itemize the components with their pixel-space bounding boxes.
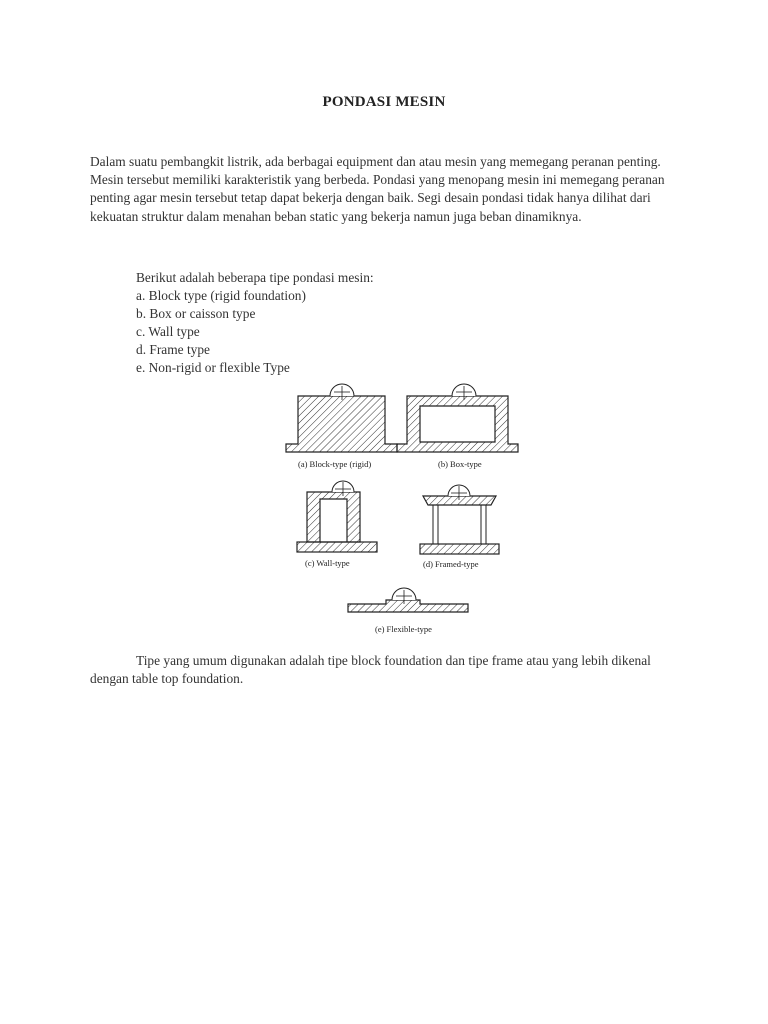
intro-paragraph: Dalam suatu pembangkit listrik, ada berbagai equipment dan atau mesin yang memegang peranan penting. Mesin tersebut memiliki karakteristik yang berbeda. Pondasi yang menopang mesin ini memegang peranan penting agar mesin tersebut tetap dapat bekerja dengan baik. Segi desain pondasi tidak hanya dilihat dari kekuatan struktur dalam menahan beban static yang bekerja namun juga beban dinamiknya. — [90, 154, 665, 224]
list-item-flexible-type: e. Non-rigid or flexible Type — [136, 360, 290, 375]
list-item-block-type: a. Block type (rigid foundation) — [136, 288, 306, 303]
closing-paragraph: Tipe yang umum digunakan adalah tipe block foundation dan tipe frame atau yang lebih dikenal dengan table top foundation. — [90, 653, 651, 687]
caption-box-type: (b) Box-type — [438, 459, 482, 469]
caption-flexible-type: (e) Flexible-type — [375, 624, 432, 634]
framed-type-diagram — [420, 485, 499, 569]
block-type-diagram — [286, 384, 397, 469]
foundation-type-list — [136, 269, 374, 377]
page-title: PONDASI MESIN — [322, 94, 446, 110]
box-type-diagram — [397, 384, 518, 469]
list-item-box-type: b. Box or caisson type — [136, 306, 256, 321]
caption-block-type: (a) Block-type (rigid) — [298, 459, 372, 469]
caption-framed-type: (d) Framed-type — [423, 559, 479, 569]
caption-wall-type: (c) Wall-type — [305, 558, 350, 568]
flexible-type-diagram — [348, 588, 468, 634]
list-intro: Berikut adalah beberapa tipe pondasi mesin: — [136, 270, 374, 285]
foundation-types-figure — [280, 378, 520, 640]
wall-type-diagram — [297, 481, 377, 568]
list-item-wall-type: c. Wall type — [136, 324, 200, 339]
list-item-frame-type: d. Frame type — [136, 342, 211, 357]
